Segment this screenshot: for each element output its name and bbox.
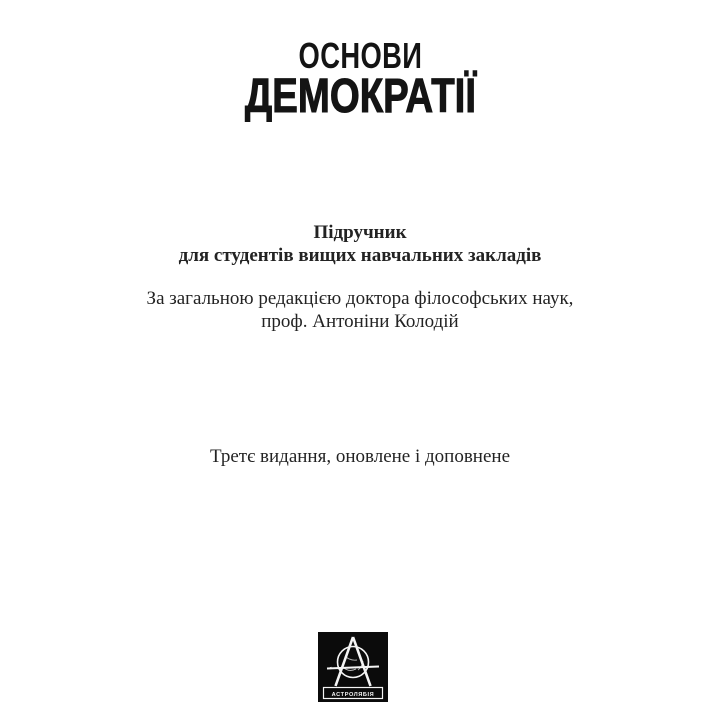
- publisher-name: АСТРОЛЯБІЯ: [331, 691, 375, 698]
- book-title-emphasis: [0, 72, 720, 122]
- edition-note: Третє видання, оновлене і доповнене: [209, 446, 511, 467]
- book-title-main-text: ОСНОВИ: [298, 35, 422, 76]
- editors-block: [0, 288, 720, 333]
- subtitle-block: [0, 221, 720, 267]
- editors-note-line-2: проф. Антоніни Колодій: [261, 310, 459, 332]
- subtitle-audience: для студентів вищих навчальних закладів: [178, 245, 542, 266]
- subtitle-type: Підручник: [313, 222, 407, 243]
- editors-note-line-1: За загальною редакцією доктора філософських наук,: [146, 288, 574, 309]
- book-title-emphasis-text: ДЕМОКРАТІЇ: [244, 70, 476, 123]
- astrolabe-icon: [318, 632, 388, 702]
- publisher-logo: [318, 632, 388, 702]
- book-title-main: [0, 35, 720, 76]
